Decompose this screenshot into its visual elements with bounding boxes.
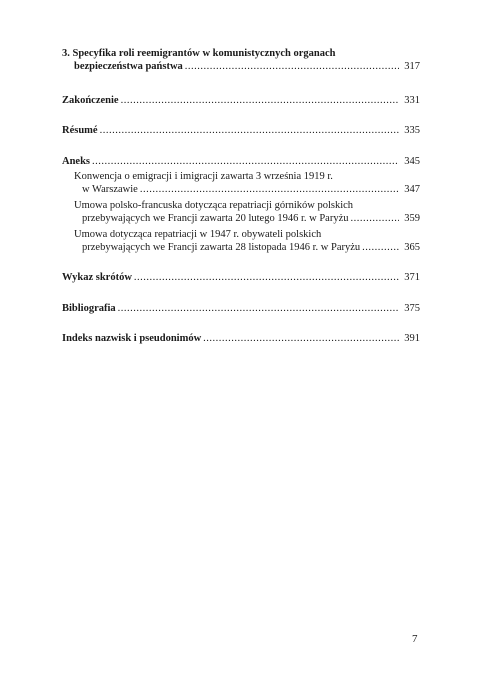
toc-page-number: 365 [404,242,420,253]
toc-subentry-title-continued: przebywających we Francji zawarta 20 lutego 1946 r. w Paryżu [82,213,349,224]
toc-entry-wykaz-skrotow [62,271,420,284]
toc-page-number: 371 [404,272,420,283]
toc-entry-title: Wykaz skrótów [62,272,132,283]
toc-subentry-title-continued: w Warszawie [82,184,138,195]
toc-entry-title: Zakończenie [62,95,119,106]
dot-leader [362,241,399,254]
toc-entry-zakonczenie [62,94,420,107]
toc-entry-title: Aneks [62,156,91,167]
dot-leader [92,155,399,168]
dot-leader [121,94,399,107]
toc-entry-title: 3. Specyfika roli reemigrantów w komunistycznych organach [62,48,336,59]
toc-page-number: 345 [404,156,420,167]
toc-entry-title: Bibliografia [62,303,116,314]
toc-entry-title: Indeks nazwisk i pseudonimów [62,333,202,344]
toc-entry-indeks [62,332,420,345]
dot-leader [203,332,399,345]
toc-page-number: 331 [404,95,420,106]
toc-page-number: 359 [404,213,420,224]
toc-entry-bibliografia [62,302,420,315]
dot-leader [118,302,399,315]
toc-entry-section-3 [62,47,420,73]
toc-subentry-umowa-1946-luty [74,199,420,225]
toc-entry-title: Résumé [62,125,98,136]
dot-leader [350,212,399,225]
dot-leader [140,183,399,196]
toc-subentry-umowa-1946-listopad [74,228,420,254]
toc-entry-title-continued: bezpieczeństwa państwa [74,61,183,72]
toc-entry-resume [62,124,420,137]
dot-leader [134,271,399,284]
toc-page-number: 375 [404,303,420,314]
toc-page-number: 347 [404,184,420,195]
toc-page-number: 335 [404,125,420,136]
toc-subentry-konwencja [74,170,420,196]
toc-subentry-title: Umowa polsko-francuska dotycząca repatriacji górników polskich [74,200,354,211]
dot-leader [100,124,399,137]
toc-page-number: 317 [404,61,420,72]
toc-subentry-title-continued: przebywających we Francji zawarta 28 listopada 1946 r. w Paryżu [82,242,361,253]
toc-page-number: 391 [404,333,420,344]
toc-entry-aneks [62,155,420,168]
page-number: 7 [412,633,418,645]
dot-leader [185,60,399,73]
toc-subentry-title: Konwencja o emigracji i imigracji zawarta 3 września 1919 r. [74,171,333,182]
toc-subentry-title: Umowa dotycząca repatriacji w 1947 r. obywateli polskich [74,229,322,240]
